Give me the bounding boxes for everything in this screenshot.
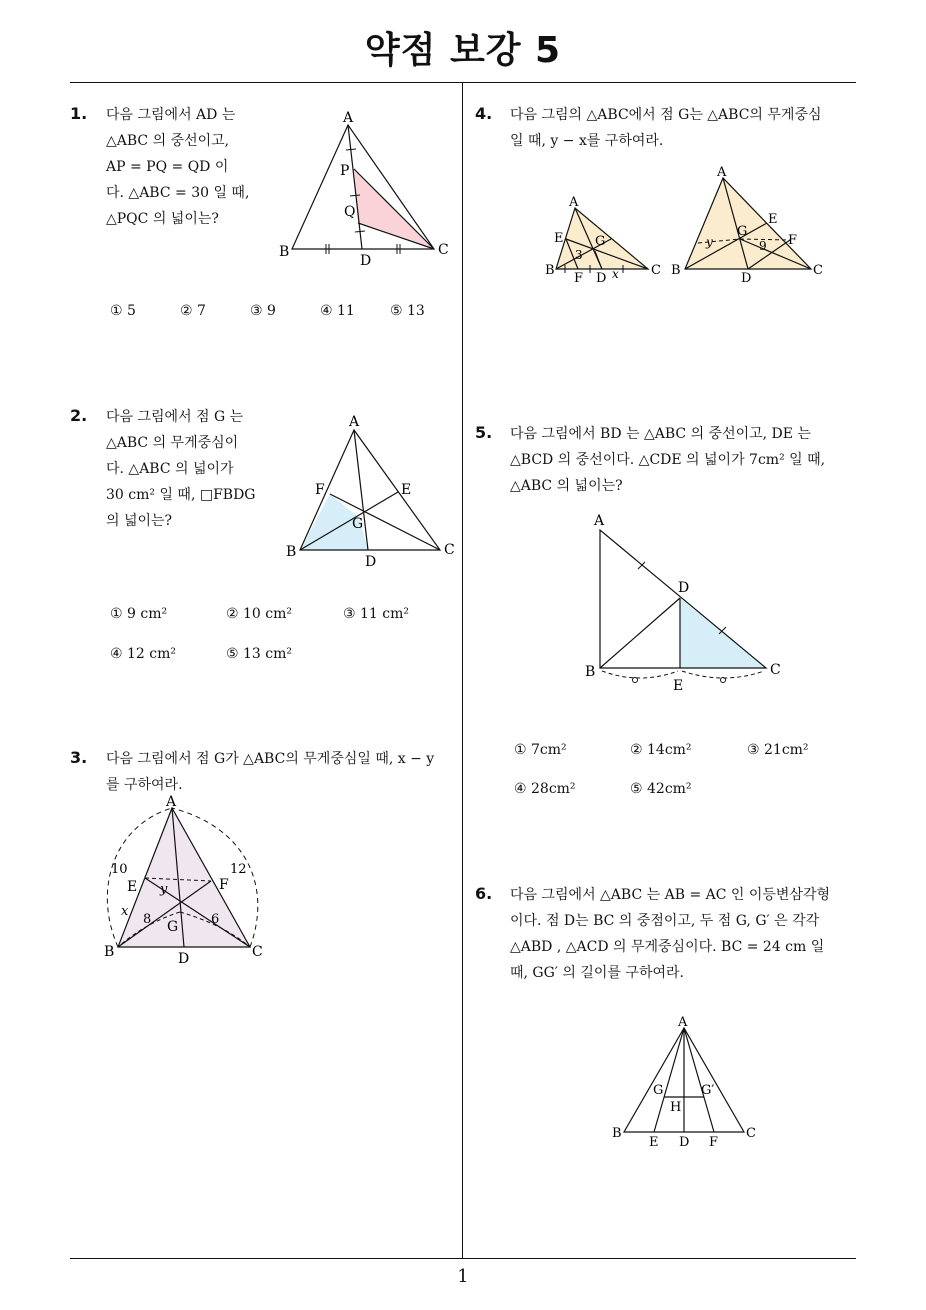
label-b: B — [545, 263, 555, 278]
label-10: 10 — [111, 862, 128, 877]
triangle-abc — [685, 178, 811, 269]
bottom-rule — [70, 1258, 856, 1259]
question-line: 다음 그림의 △ABC에서 점 G는 △ABC의 무게중심 — [510, 107, 822, 123]
label-g: G — [653, 1083, 664, 1098]
label-b: B — [104, 944, 115, 960]
label-x: x — [121, 904, 129, 919]
figure-q6 — [605, 1013, 765, 1153]
choice-3[interactable]: ③ 9 — [250, 303, 276, 319]
question-text — [106, 102, 249, 232]
choice-1[interactable]: ① 9 cm² — [110, 606, 168, 622]
label-c: C — [770, 662, 781, 678]
question-line: 이다. 점 D는 BC 의 중점이고, 두 점 G, G′ 은 각각 — [510, 913, 820, 929]
column-divider — [462, 83, 463, 1258]
question-text — [106, 404, 255, 534]
figure-q2 — [280, 408, 460, 573]
median-ae — [654, 1028, 684, 1132]
label-f: F — [788, 233, 798, 248]
label-3: 3 — [575, 248, 583, 262]
median-bd — [600, 598, 680, 668]
question-number: 3. — [70, 748, 88, 767]
label-y: y — [160, 882, 168, 897]
label-g: G — [595, 234, 606, 249]
choice-1[interactable]: ① 5 — [110, 303, 136, 319]
tick — [346, 149, 356, 150]
label-q: Q — [344, 204, 356, 220]
question-line: △PQC 의 넓이는? — [106, 211, 219, 227]
question-line: 다. △ABC = 30 일 때, — [106, 185, 250, 201]
label-a: A — [717, 165, 727, 180]
question-line: △ABC 의 무게중심이 — [106, 435, 239, 451]
top-rule — [70, 82, 856, 83]
choice-5[interactable]: ⑤ 13 — [390, 303, 425, 319]
question-line: △ABD , △ACD 의 무게중심이다. BC = 24 cm 일 — [510, 939, 825, 955]
label-f: F — [315, 482, 325, 498]
question-line: AP = PQ = QD 이 — [106, 159, 229, 175]
figure-q4-left — [540, 193, 665, 285]
label-g: G — [352, 516, 364, 532]
choice-2[interactable]: ② 7 — [180, 303, 206, 319]
label-b: B — [671, 263, 681, 278]
question-line: 때, GG′ 의 길이를 구하여라. — [510, 965, 684, 981]
question-line: 30 cm² 일 때, □FBDG — [106, 487, 256, 503]
equal-mark — [633, 678, 638, 683]
figure-q5 — [580, 510, 790, 695]
label-p: P — [340, 163, 350, 179]
label-y: y — [706, 235, 713, 249]
label-b: B — [286, 544, 297, 560]
label-f: F — [709, 1135, 719, 1150]
figure-q1 — [270, 105, 455, 275]
question-line: △BCD 의 중선이다. △CDE 의 넓이가 7cm² 일 때, — [510, 452, 826, 468]
question-text — [510, 882, 830, 986]
label-x: x — [612, 267, 619, 281]
question-line: 의 넓이는? — [106, 513, 173, 529]
label-d: D — [360, 253, 372, 269]
label-h: H — [670, 1100, 682, 1115]
question-line: 다음 그림에서 AD 는 — [106, 107, 236, 123]
label-e: E — [649, 1135, 659, 1150]
label-d: D — [596, 271, 607, 285]
choice-2[interactable]: ② 10 cm² — [226, 606, 292, 622]
choice-4[interactable]: ④ 28cm² — [514, 781, 576, 797]
triangle-abc — [118, 808, 250, 947]
question-line: 다. △ABC 의 넓이가 — [106, 461, 234, 477]
label-8: 8 — [143, 912, 152, 927]
label-b: B — [585, 664, 596, 680]
equal-mark — [721, 678, 726, 683]
choice-4[interactable]: ④ 12 cm² — [110, 646, 176, 662]
label-d: D — [678, 580, 690, 596]
label-g: G — [737, 224, 748, 239]
label-a: A — [343, 110, 354, 126]
choice-2[interactable]: ② 14cm² — [630, 742, 692, 758]
choice-1[interactable]: ① 7cm² — [514, 742, 567, 758]
figure-q3 — [100, 793, 280, 968]
question-text — [106, 746, 434, 798]
dashed-brace-ec — [682, 671, 764, 678]
question-number: 2. — [70, 406, 88, 425]
label-b: B — [279, 244, 290, 260]
question-number: 1. — [70, 104, 88, 123]
label-d: D — [365, 554, 377, 570]
label-d: D — [679, 1135, 690, 1150]
question-text — [510, 102, 822, 154]
question-line: 다음 그림에서 △ABC 는 AB = AC 인 이등변삼각형 — [510, 887, 831, 903]
question-text — [510, 421, 825, 499]
question-line: △ABC 의 넓이는? — [510, 478, 623, 494]
label-g: G — [167, 919, 179, 935]
choice-4[interactable]: ④ 11 — [320, 303, 355, 319]
label-a: A — [166, 794, 177, 810]
label-d: D — [178, 951, 190, 967]
dashed-brace-be — [602, 671, 678, 678]
label-c: C — [746, 1126, 756, 1141]
choice-3[interactable]: ③ 21cm² — [747, 742, 809, 758]
question-number: 6. — [475, 884, 493, 903]
question-line: 를 구하여라. — [106, 777, 183, 793]
label-6: 6 — [211, 912, 220, 927]
label-c: C — [252, 944, 263, 960]
label-f: F — [219, 877, 229, 893]
question-number: 4. — [475, 104, 493, 123]
label-e: E — [401, 482, 412, 498]
label-c: C — [444, 542, 455, 558]
label-a: A — [678, 1015, 688, 1030]
label-e: E — [673, 678, 684, 694]
choice-5[interactable]: ⑤ 13 cm² — [226, 646, 292, 662]
figure-q4-right — [668, 163, 828, 285]
page-title: 약점 보강 5 — [364, 30, 562, 71]
page-number: 1 — [457, 1266, 469, 1287]
label-g-prime: G′ — [701, 1083, 715, 1098]
label-a: A — [594, 513, 605, 529]
question-line: 다음 그림에서 BD 는 △ABC 의 중선이고, DE 는 — [510, 426, 811, 442]
label-a: A — [349, 414, 360, 430]
label-f: F — [574, 271, 584, 285]
label-b: B — [612, 1126, 622, 1141]
label-12: 12 — [230, 862, 247, 877]
choice-3[interactable]: ③ 11 cm² — [343, 606, 409, 622]
question-line: 다음 그림에서 점 G가 △ABC의 무게중심일 때, x − y — [106, 751, 435, 767]
median-af — [684, 1028, 714, 1132]
question-line: △ABC 의 중선이고, — [106, 133, 230, 149]
label-c: C — [813, 263, 823, 278]
question-line: 일 때, y − x를 구하여라. — [510, 133, 664, 149]
label-e: E — [768, 212, 778, 227]
label-e: E — [127, 879, 138, 895]
label-c: C — [651, 263, 661, 278]
question-number: 5. — [475, 423, 493, 442]
tick — [355, 231, 365, 232]
label-c: C — [438, 242, 449, 258]
label-a: A — [569, 195, 579, 210]
label-d: D — [741, 271, 752, 285]
choice-5[interactable]: ⑤ 42cm² — [630, 781, 692, 797]
label-9: 9 — [759, 239, 767, 253]
label-e: E — [554, 231, 564, 246]
question-line: 다음 그림에서 점 G 는 — [106, 409, 244, 425]
